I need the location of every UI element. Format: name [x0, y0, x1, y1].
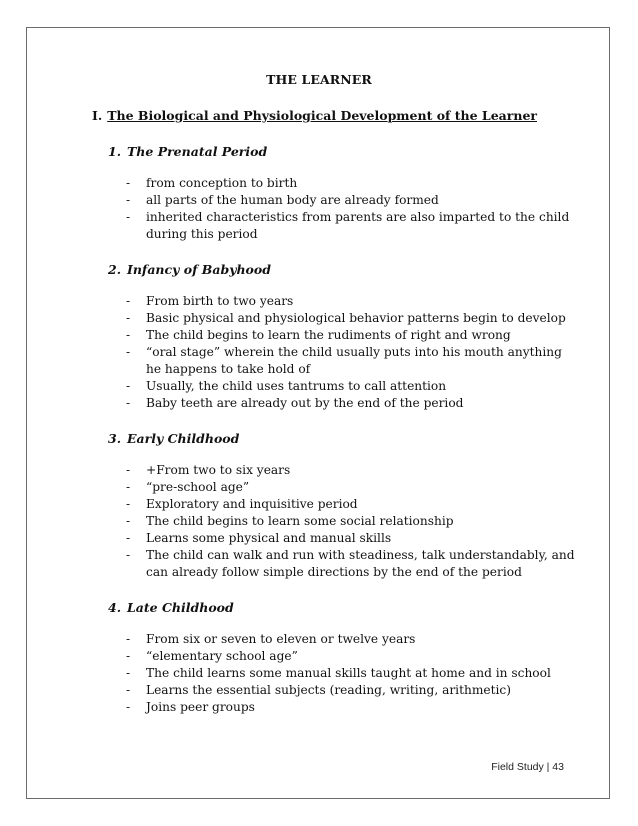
bullet-dash: -	[126, 700, 131, 714]
section-title: The Biological and Physiological Development of the Learner	[107, 108, 537, 123]
subsection-early-childhood	[108, 431, 578, 581]
subsection-title: Infancy of Babyhood	[127, 262, 271, 277]
section-number: I.	[92, 108, 103, 123]
subsection-heading	[108, 600, 578, 615]
bullet-dash: -	[126, 480, 131, 494]
bullet-list	[108, 462, 578, 581]
bullet-dash: -	[126, 632, 131, 646]
bullet-dash: -	[126, 548, 131, 562]
bullet-list	[108, 293, 578, 412]
list-item: - Exploratory and inquisitive period	[126, 497, 358, 511]
bullet-list	[108, 631, 578, 716]
bullet-list	[108, 175, 578, 243]
subsection-number: 2.	[108, 262, 122, 277]
subsection-number: 3.	[108, 431, 122, 446]
subsection-heading	[108, 262, 578, 277]
bullet-dash: -	[126, 193, 131, 207]
bullet-dash: -	[126, 514, 131, 528]
list-item: - Learns some physical and manual skills	[126, 531, 392, 545]
list-item: - The child begins to learn the rudiments of right and wrong	[126, 328, 511, 342]
section-heading	[92, 108, 537, 123]
document-title: THE LEARNER	[266, 72, 372, 87]
bullet-dash: -	[126, 463, 131, 477]
bullet-dash: -	[126, 649, 131, 663]
list-item: - “pre-school age”	[126, 480, 250, 494]
bullet-dash: -	[126, 531, 131, 545]
list-item: - inherited characteristics from parents are also imparted to the child during this period	[126, 210, 570, 241]
list-item: - The child can walk and run with steadiness, talk understandably, and can already follow simple directions by the end of the period	[126, 548, 575, 579]
subsection-prenatal-period	[108, 144, 578, 243]
bullet-dash: -	[126, 294, 131, 308]
list-item: - The child begins to learn some social relationship	[126, 514, 454, 528]
subsection-infancy	[108, 262, 578, 412]
list-item: - “elementary school age”	[126, 649, 298, 663]
list-item: - Basic physical and physiological behavior patterns begin to develop	[126, 311, 566, 325]
list-item: - Baby teeth are already out by the end of the period	[126, 396, 464, 410]
list-item: - “oral stage” wherein the child usually puts into his mouth anything he happens to take hold of	[126, 345, 562, 376]
subsection-heading	[108, 144, 578, 159]
list-item: - Joins peer groups	[126, 700, 255, 714]
subsection-number: 1.	[108, 144, 122, 159]
bullet-dash: -	[126, 497, 131, 511]
subsection-title: The Prenatal Period	[127, 144, 268, 159]
list-item: - Usually, the child uses tantrums to call attention	[126, 379, 447, 393]
list-item: - From birth to two years	[126, 294, 294, 308]
bullet-dash: -	[126, 210, 131, 224]
list-item: - from conception to birth	[126, 176, 298, 190]
bullet-dash: -	[126, 311, 131, 325]
bullet-dash: -	[126, 345, 131, 359]
list-item: - Learns the essential subjects (reading, writing, arithmetic)	[126, 683, 511, 697]
bullet-dash: -	[126, 396, 131, 410]
subsection-title: Late Childhood	[127, 600, 234, 615]
list-item: - From six or seven to eleven or twelve years	[126, 632, 416, 646]
bullet-dash: -	[126, 683, 131, 697]
bullet-dash: -	[126, 176, 131, 190]
subsection-number: 4.	[108, 600, 122, 615]
page-footer: Field Study | 43	[491, 761, 564, 773]
list-item: - The child learns some manual skills taught at home and in school	[126, 666, 551, 680]
list-item: - +From two to six years	[126, 463, 291, 477]
subsection-heading	[108, 431, 578, 446]
subsection-late-childhood	[108, 600, 578, 716]
bullet-dash: -	[126, 666, 131, 680]
bullet-dash: -	[126, 379, 131, 393]
subsection-title: Early Childhood	[127, 431, 240, 446]
bullet-dash: -	[126, 328, 131, 342]
list-item: - all parts of the human body are already formed	[126, 193, 439, 207]
